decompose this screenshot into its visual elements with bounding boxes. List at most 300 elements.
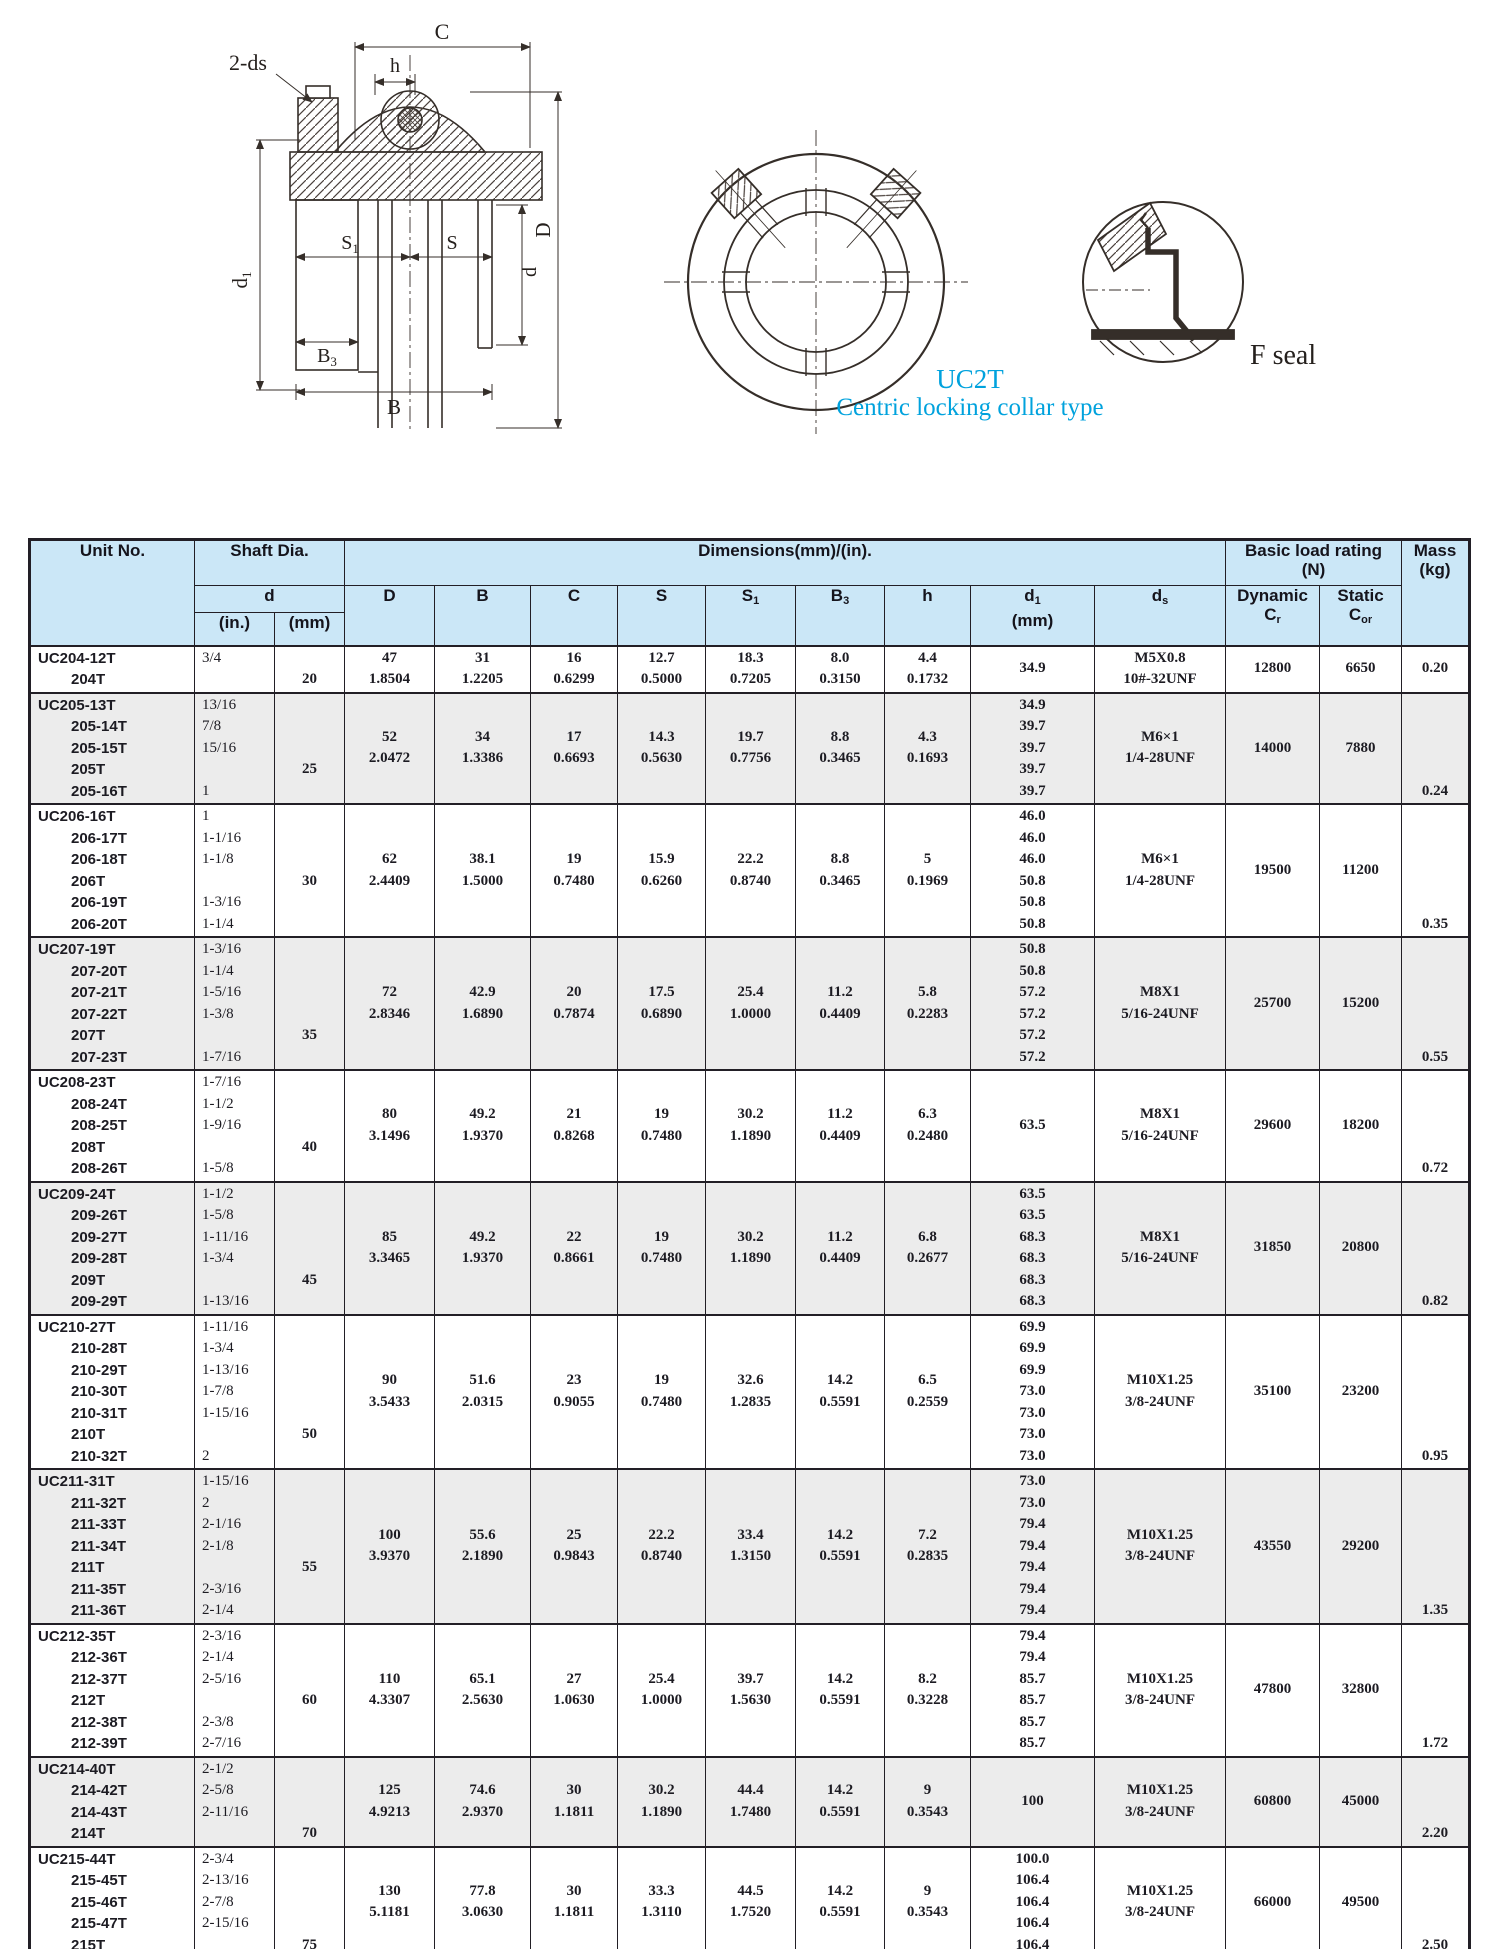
dim-value: 49.2 [469,1228,496,1245]
shaft-dia-in [195,1557,274,1579]
dim-value: 25 [566,1526,582,1543]
cell-dim-s1 [706,646,796,693]
shaft-dia-in: 2-7/16 [202,1735,242,1751]
d1-value: 73.0 [1019,1473,1046,1489]
cell-d1 [971,1847,1095,1949]
cell-ds [1095,1315,1226,1470]
dim-value: 1.0000 [640,1692,683,1708]
cell-dynamic-cr [1226,693,1320,805]
dim-value: 1.0000 [729,1005,772,1022]
cell-dim-d [345,1757,435,1847]
d1-value: 68.3 [1019,1271,1046,1288]
shaft-dia-in: 1-9/16 [202,1117,242,1133]
d1-value: 34.9 [1019,660,1046,677]
cr-value: 66000 [1253,1893,1292,1910]
cell-static-cor [1320,1182,1402,1315]
cell-dim-b3 [796,1757,885,1847]
cell-dim-h [885,693,971,805]
cell-dim-s [618,1624,706,1757]
mass-value: 0.24 [1421,782,1449,799]
f-seal-lip [1148,228,1194,340]
dim-value: 3.3465 [368,1250,411,1266]
set-screw-front-right [833,158,929,259]
cell-mass [1402,804,1470,937]
dim-value: 3.5433 [368,1393,411,1410]
unit-no: 209T [71,1271,106,1289]
seal-detail-view [1083,202,1243,362]
cell-mass [1402,1070,1470,1182]
cell-dim-b3 [796,1182,885,1315]
dim-value: 2.0315 [461,1393,504,1410]
shaft-dia-in: 1-11/16 [202,1318,249,1335]
dim-value: 19 [654,1372,669,1389]
header-col-b: B [435,586,531,646]
cell-shaft-dia-mm [275,1624,345,1757]
mass-value: 2.20 [1421,1825,1449,1841]
shaft-dia-mm [275,1094,344,1116]
header-col-ds: $d_s$ [1095,586,1226,646]
cell-dim-c [531,937,618,1070]
dim-value: 1.9370 [461,1127,504,1144]
dim-value: 0.5591 [819,1393,861,1410]
ds-value: M8X1 [1140,1228,1180,1245]
cell-dim-c [531,1847,618,1949]
header-col-c: C [531,586,618,646]
unit-no: 214-43T [71,1803,127,1821]
ds-value: M10X1.25 [1126,1670,1194,1687]
ds-value: 3/8-24UNF [1125,1904,1195,1921]
cell-shaft-dia-mm [275,1469,345,1624]
table-row-group [30,646,1470,693]
dim-value: 1.0630 [553,1692,595,1708]
dim-value: 17.5 [648,984,675,1000]
unit-no: UC208-23T [38,1074,116,1091]
shaft-dia-in: 2-1/16 [202,1516,242,1532]
d1-value: 100 [1021,1792,1044,1809]
shaft-dia-mm: 20 [302,671,317,687]
unit-no: 208-25T [71,1117,127,1134]
shaft-dia-in: 1-1/4 [202,915,234,932]
unit-no: 211-34T [71,1537,127,1555]
cell-dim-b3 [796,937,885,1070]
ds-value: 1/4-28UNF [1125,750,1195,767]
dim-value: 1.3386 [461,750,504,767]
dim-value: 1.1811 [553,1904,595,1921]
dim-value: 47 [382,649,397,666]
unit-no: 206-17T [71,829,127,847]
shaft-dia-in: 2-11/16 [202,1803,249,1820]
dim-value: 11.2 [827,1228,853,1245]
cr-value: 35100 [1253,1383,1292,1399]
cell-ds [1095,693,1226,805]
dim-value: 0.7480 [640,1127,683,1144]
cell-dim-s1 [706,804,796,937]
unit-no: UC207-19T [38,941,116,958]
cell-ds [1095,1757,1226,1847]
cell-dynamic-cr [1226,1182,1320,1315]
dim-value: 0.7205 [729,671,772,687]
ds-value: M8X1 [1140,1106,1180,1123]
cell-dynamic-cr [1226,1315,1320,1470]
cell-static-cor [1320,1757,1402,1847]
d1-value: 79.4 [1019,1559,1046,1575]
dim-value: 0.6693 [553,750,595,767]
cell-dim-c [531,646,618,693]
dim-value: 33.4 [737,1526,764,1543]
dim-value: 8.0 [830,649,850,666]
shaft-dia-mm [275,1913,344,1935]
dim-value: 38.1 [469,851,496,867]
bearing-drawing-svg [0,0,1497,540]
unit-no: 212-36T [71,1649,127,1666]
dim-value: 0.4409 [819,1250,861,1266]
unit-no: 205T [71,761,106,778]
dim-value: 34 [475,728,490,745]
dim-value: 51.6 [469,1372,496,1389]
dim-value: 14.2 [826,1372,854,1389]
dim-value: 15.9 [648,851,675,867]
unit-no: 210-31T [71,1404,127,1422]
table-row-group [30,1315,1470,1470]
dim-value: 77.8 [469,1882,496,1899]
d1-value: 50.8 [1019,962,1046,979]
cell-dim-s [618,1847,706,1949]
cell-dim-s1 [706,1847,796,1949]
d1-value: 106.4 [1015,1936,1050,1949]
dim-value: 4.4 [918,649,937,666]
cell-shaft-dia-mm [275,1847,345,1949]
cell-dim-d [345,804,435,937]
dim-value: 90 [382,1372,397,1389]
cell-dim-c [531,1070,618,1182]
dim-value: 1.1890 [729,1250,772,1266]
cell-static-cor [1320,1070,1402,1182]
dim-value: 0.2559 [906,1393,949,1410]
ds-value: 5/16-24UNF [1121,1127,1199,1144]
unit-no: 206-19T [71,894,127,911]
dim-value: 9 [923,1782,932,1798]
cell-dim-s [618,646,706,693]
cell-dim-d [345,937,435,1070]
shaft-dia-in: 1-3/16 [202,941,242,957]
shaft-dia-in: 1-15/16 [202,1473,249,1489]
dim-value: 0.7874 [553,1005,595,1022]
shaft-dia-mm [275,961,344,983]
unit-no: 207-22T [71,1005,127,1023]
series-title: UC2T [936,364,1004,394]
cell-mass [1402,1182,1470,1315]
shaft-dia-in: 1-1/2 [202,1095,234,1112]
shaft-dia-mm [275,1733,344,1755]
cell-dim-s [618,1469,706,1624]
cell-dim-b [435,1624,531,1757]
shaft-dia-mm [275,1579,344,1601]
shaft-dia-mm: 30 [302,872,317,889]
header-basic-load-rating: Basic load rating (N) [1226,540,1402,586]
cell-static-cor [1320,1469,1402,1624]
cell-shaft-dia-in [195,1469,275,1624]
d1-value: 39.7 [1019,782,1046,799]
table-head [30,540,1470,646]
unit-no: 212-39T [71,1735,127,1752]
d1-value: 68.3 [1019,1293,1046,1309]
shaft-dia-mm [275,1115,344,1137]
cell-shaft-dia-mm [275,1315,345,1470]
cell-d1 [971,1469,1095,1624]
d1-value: 63.5 [1019,1207,1046,1223]
shaft-dia-mm: 45 [302,1271,317,1288]
cell-ds [1095,1182,1226,1315]
shaft-dia-mm [275,1849,344,1871]
dim-value: 74.6 [469,1782,496,1798]
cell-ds [1095,1469,1226,1624]
cell-unit-no [30,1315,195,1470]
cell-mass [1402,1315,1470,1470]
shaft-dia-mm [275,806,344,828]
shaft-dia-mm: 70 [302,1825,317,1841]
unit-no: 210-32T [71,1447,127,1465]
ds-value: M10X1.25 [1126,1782,1194,1798]
shaft-dia-mm [275,1536,344,1558]
cor-value: 6650 [1345,660,1376,677]
shaft-dia-in: 3/4 [202,649,222,666]
shaft-dia-in: 2-3/4 [202,1850,234,1867]
shaft-dia-in: 1-3/16 [202,894,242,910]
dim-value: 8.8 [830,728,850,745]
dim-value: 2.5630 [461,1692,504,1708]
cell-dim-s [618,804,706,937]
cor-value: 23200 [1341,1383,1380,1399]
dim-value: 52 [382,728,397,745]
cell-dim-b [435,937,531,1070]
shaft-dia-in: 1-13/16 [202,1361,249,1378]
dim-value: 14.2 [826,1882,854,1899]
cell-dim-d [345,646,435,693]
shaft-dia-in: 1-7/16 [202,1048,242,1065]
dim-value: 19 [654,1228,669,1245]
shaft-dia-in: 2-1/8 [202,1537,234,1554]
label-h: h [390,55,400,77]
shaft-dia-in: 1-3/8 [202,1005,234,1022]
shaft-dia-in: 1-7/16 [202,1074,242,1090]
shaft-dia-in: 2-1/4 [202,1649,234,1665]
shaft-dia-in: 1-1/4 [202,962,234,979]
unit-no: 207-21T [71,984,127,1001]
dim-value: 0.5000 [640,671,683,687]
cell-dim-s1 [706,1070,796,1182]
label-b: B [386,395,402,419]
cell-dim-b3 [796,693,885,805]
cell-unit-no [30,1624,195,1757]
dim-value: 31 [475,649,490,666]
dim-value: 1.2835 [729,1393,772,1410]
unit-no: 214T [71,1825,106,1842]
cell-dim-h [885,804,971,937]
dim-value: 0.2835 [906,1548,949,1565]
shaft-dia-mm [275,1291,344,1313]
cell-shaft-dia-in [195,1757,275,1847]
cell-shaft-dia-in [195,937,275,1070]
cell-d1 [971,646,1095,693]
shaft-dia-in [195,1935,274,1949]
cell-dim-b3 [796,646,885,693]
unit-no: 206T [71,872,106,890]
unit-no: 208-24T [71,1095,127,1113]
cell-dim-d [345,1315,435,1470]
dim-value: 0.1732 [906,671,949,687]
shaft-dia-in: 1-11/16 [202,1228,249,1245]
d1-value: 68.3 [1019,1228,1046,1245]
shaft-dia-mm [275,939,344,961]
unit-no: UC214-40T [38,1760,116,1778]
d1-value: 57.2 [1019,1027,1046,1043]
shaft-dia-in: 2-3/8 [202,1713,234,1730]
d1-value: 73.0 [1019,1494,1046,1511]
cell-dynamic-cr [1226,1757,1320,1847]
cell-dim-d [345,1847,435,1949]
dim-value: 0.4409 [819,1005,861,1022]
cell-dim-c [531,804,618,937]
unit-no: UC215-44T [38,1850,116,1868]
dim-value: 0.8740 [729,872,772,889]
dim-value: 0.7480 [553,872,595,889]
dim-value: 0.1693 [906,750,949,767]
shaft-dia-mm [275,1759,344,1781]
shaft-dia-in: 1-1/8 [202,851,234,867]
dim-value: 1.3150 [729,1548,772,1565]
d1-value: 39.7 [1019,739,1046,756]
dim-value: 19 [566,851,582,867]
dim-value: 0.8661 [553,1250,595,1266]
header-shaft-dia: Shaft Dia. [195,540,345,586]
cell-d1 [971,1624,1095,1757]
d1-value: 79.4 [1019,1627,1046,1644]
cell-d1 [971,1315,1095,1470]
shaft-dia-in: 1-1/16 [202,829,242,846]
cell-dynamic-cr [1226,804,1320,937]
cr-value: 31850 [1253,1239,1292,1256]
dim-value: 0.5591 [819,1548,861,1565]
cell-dynamic-cr [1226,937,1320,1070]
dim-value: 22.2 [737,851,764,867]
dim-value: 1.1890 [729,1127,772,1144]
dim-value: 0.5591 [819,1803,861,1820]
dim-value: 125 [378,1782,401,1798]
header-d: d [195,586,345,613]
dim-value: 0.8268 [553,1127,595,1144]
dim-value: 30.2 [648,1782,675,1798]
unit-no: UC205-13T [38,696,116,714]
d1-value: 69.9 [1019,1318,1046,1335]
dim-value: 44.5 [737,1882,764,1899]
cr-value: 47800 [1253,1681,1292,1698]
dim-value: 25.4 [737,984,764,1000]
shaft-dia-mm [275,1403,344,1425]
dim-value: 11.2 [827,1106,853,1123]
shaft-dia-in: 2-13/16 [202,1872,249,1888]
header-dimensions: Dimensions(mm)/(in). [345,540,1226,586]
shaft-dia-mm: 25 [302,761,317,777]
mass-value: 0.95 [1421,1447,1449,1464]
d1-value: 63.5 [1019,1185,1046,1202]
cell-unit-no [30,646,195,693]
shaft-dia-in: 1-5/8 [202,1207,234,1223]
unit-no: 208T [71,1138,106,1156]
cell-static-cor [1320,1847,1402,1949]
unit-no: UC206-16T [38,808,116,825]
cell-unit-no [30,937,195,1070]
dim-value: 7.2 [918,1526,937,1543]
d1-value: 100.0 [1015,1850,1050,1867]
dim-value: 62 [382,851,397,867]
header-dynamic-cr: Dynamic $C_r$ [1226,586,1320,646]
cell-dim-c [531,1757,618,1847]
d1-value: 63.5 [1019,1117,1046,1133]
header-col-s: S [618,586,706,646]
d1-value: 79.4 [1019,1537,1046,1554]
cell-unit-no [30,1070,195,1182]
cr-value: 19500 [1253,861,1292,878]
cr-value: 14000 [1253,739,1292,756]
shaft-dia-mm [275,1626,344,1648]
dim-value: 3.9370 [368,1548,411,1565]
dim-value: 3.0630 [461,1904,504,1921]
cell-ds [1095,646,1226,693]
label-s1: $S_1$ [341,232,359,256]
cell-static-cor [1320,1315,1402,1470]
d1-value: 68.3 [1019,1250,1046,1266]
cell-dim-c [531,1469,618,1624]
cell-dim-s1 [706,693,796,805]
cell-dim-b3 [796,1469,885,1624]
d1-value: 85.7 [1019,1692,1046,1708]
dim-value: 49.2 [469,1106,496,1123]
dim-value: 2.1890 [461,1548,504,1565]
table-row-group [30,1070,1470,1182]
cell-dim-s1 [706,1624,796,1757]
shaft-dia-mm [275,1072,344,1094]
dim-value: 8.8 [830,851,850,867]
shaft-dia-in: 2-5/16 [202,1670,242,1687]
shaft-dia-in: 1-13/16 [202,1293,249,1309]
unit-no: 209-27T [71,1228,127,1246]
cell-dim-b3 [796,804,885,937]
ds-value: 1/4-28UNF [1125,872,1195,889]
dim-value: 14.3 [648,728,675,745]
shaft-dia-in: 2-3/16 [202,1580,242,1597]
table-body [30,646,1470,1949]
label-2ds: 2-ds [229,50,267,75]
table-row-group [30,804,1470,937]
dim-value: 0.7480 [640,1250,683,1266]
unit-no: 215-47T [71,1915,127,1932]
dim-value: 16 [566,649,582,666]
dim-value: 0.3543 [906,1904,949,1921]
cell-dynamic-cr [1226,1624,1320,1757]
shaft-dia-mm [275,914,344,936]
dim-value: 0.4409 [819,1127,861,1144]
cell-mass [1402,1469,1470,1624]
dim-value: 0.6260 [640,872,683,889]
cell-dim-c [531,693,618,805]
section-view [290,55,542,430]
unit-no: 207-23T [71,1048,127,1066]
unit-no: 211-32T [71,1494,127,1512]
d1-value: 69.9 [1019,1361,1046,1378]
shaft-dia-in [195,871,274,893]
cell-dim-h [885,1624,971,1757]
unit-no: 211-35T [71,1580,127,1598]
